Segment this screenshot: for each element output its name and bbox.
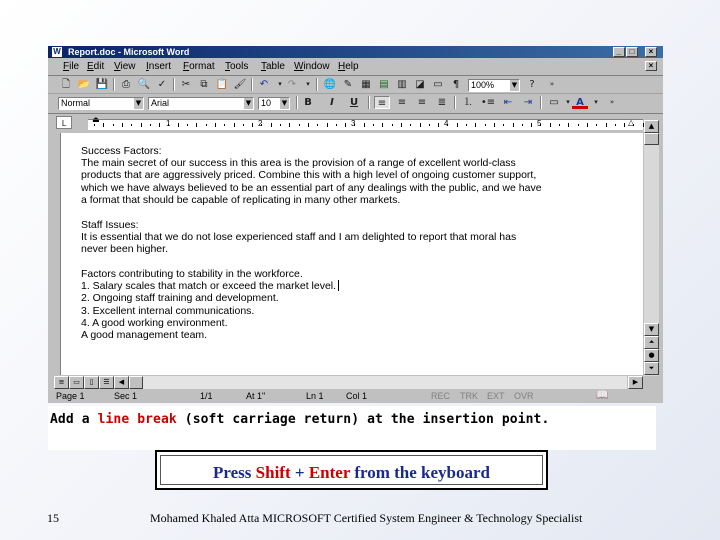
menu-file[interactable]: File: [63, 61, 80, 72]
ruler-tick: [429, 124, 430, 126]
ruler-tick: [327, 123, 328, 127]
document-map-icon[interactable]: ▭: [433, 79, 443, 90]
drawing-icon[interactable]: ◪: [415, 79, 425, 90]
scroll-track[interactable]: [143, 376, 627, 389]
heading-staff-issues: Staff Issues:: [81, 219, 139, 231]
horizontal-scrollbar[interactable]: [48, 375, 643, 389]
style-select[interactable]: [58, 97, 144, 110]
ruler-tick: [113, 124, 114, 126]
ruler-tick: [410, 124, 411, 126]
text-line: The main secret of our success in this area is the provision of a range of excellent world-class: [81, 157, 516, 170]
font-size-select[interactable]: [258, 97, 290, 110]
status-at: At 1": [246, 391, 266, 401]
caption-text: Add a line break (soft carriage return) at the insertion point.: [50, 412, 550, 427]
align-right-icon[interactable]: ≡: [417, 97, 427, 108]
ruler-tick: [103, 123, 104, 127]
vertical-scrollbar[interactable]: [644, 120, 659, 376]
list-item: 2. Ongoing staff training and development.: [81, 292, 279, 305]
slide-number: 15: [47, 511, 59, 525]
zoom-select[interactable]: [468, 79, 520, 92]
status-pages: 1/1: [200, 391, 213, 401]
scroll-right-icon[interactable]: ▶: [628, 376, 643, 389]
list-item: 3. Excellent internal communications.: [81, 304, 255, 317]
justify-icon[interactable]: ≣: [437, 97, 447, 108]
ruler-tick: [271, 123, 272, 127]
text-line: never been higher.: [81, 243, 168, 256]
chevron-down-icon[interactable]: ▼: [511, 81, 518, 89]
next-page-icon[interactable]: ⏷: [644, 362, 659, 375]
align-center-icon[interactable]: ≡: [397, 97, 407, 108]
ruler-tick: [382, 123, 383, 127]
ruler-tick: [494, 123, 495, 127]
heading-success-factors: Success Factors:: [81, 145, 162, 157]
outline-view-icon[interactable]: ☰: [99, 376, 114, 389]
decrease-indent-icon[interactable]: ⇤: [503, 97, 513, 108]
ruler-tick: [215, 123, 216, 127]
menu-help[interactable]: Help: [338, 61, 359, 72]
redo-icon[interactable]: ↷: [287, 79, 297, 90]
select-browse-object-icon[interactable]: ●: [644, 349, 659, 362]
instruction-box: [155, 450, 548, 490]
insert-table-icon[interactable]: ▦: [361, 79, 371, 90]
text-cursor: [338, 280, 339, 291]
ruler-tick: [187, 124, 188, 126]
ruler-tick: [196, 123, 197, 127]
ruler-band[interactable]: [88, 119, 643, 130]
status-ovr[interactable]: OVR: [514, 391, 534, 401]
doc-close-icon[interactable]: ×: [645, 61, 657, 71]
ruler-tick: [624, 123, 625, 127]
enter-key: Enter: [308, 463, 351, 482]
ruler-tick: [336, 124, 337, 126]
close-icon[interactable]: ×: [645, 47, 657, 57]
ruler-tick: [150, 124, 151, 126]
shift-key: Shift: [255, 463, 291, 482]
ruler-tick: [578, 124, 579, 126]
font-select[interactable]: [148, 97, 254, 110]
undo-icon[interactable]: ↶: [259, 79, 269, 90]
toolbar-options-icon[interactable]: »: [549, 80, 555, 88]
normal-view-icon[interactable]: ≡: [54, 376, 69, 389]
insert-excel-icon[interactable]: ▤: [379, 79, 389, 90]
status-bar: [48, 389, 663, 403]
ruler-tick: [206, 124, 207, 126]
font-color-dropdown-icon[interactable]: ▾: [594, 98, 598, 106]
toolbar-separator: [296, 96, 298, 109]
ruler-tick: [615, 124, 616, 126]
ruler-tick: [401, 123, 402, 127]
ruler-tick: [392, 124, 393, 126]
print-layout-view-icon[interactable]: ▯: [84, 376, 99, 389]
list-item: A good management team.: [81, 329, 208, 342]
text-line: a format that should be capable of replicating in many other markets.: [81, 193, 401, 206]
document-area[interactable]: [60, 133, 643, 375]
menu-insert[interactable]: Insert: [146, 61, 172, 72]
heading-factors: Factors contributing to stability in the workforce.: [81, 268, 303, 280]
hyperlink-icon[interactable]: 🌐: [323, 79, 337, 90]
paragraph: [81, 145, 542, 206]
ruler-number: 3: [351, 119, 356, 128]
ruler-tick: [587, 123, 588, 127]
minimize-icon[interactable]: _: [613, 47, 625, 57]
chevron-down-icon[interactable]: ▼: [281, 99, 288, 107]
toolbar-separator: [454, 96, 456, 109]
bold-button[interactable]: B: [304, 97, 312, 108]
chevron-down-icon[interactable]: ▼: [135, 99, 142, 107]
list-item: 4. A good working environment.: [81, 316, 228, 329]
instruction-inner-border: [160, 455, 543, 485]
ruler-tick: [550, 123, 551, 127]
menu-tools[interactable]: Tools: [225, 61, 249, 72]
paragraph: [81, 268, 339, 341]
paste-icon[interactable]: 📋: [215, 79, 229, 90]
ruler[interactable]: [48, 115, 663, 132]
menu-edit[interactable]: Edit: [87, 61, 105, 72]
ruler-tick: [568, 123, 569, 127]
title-bar[interactable]: [48, 46, 663, 58]
save-icon[interactable]: 💾: [95, 79, 109, 90]
print-icon[interactable]: ⎙: [122, 79, 130, 90]
caption-highlight: line break: [97, 412, 177, 427]
status-col: Col 1: [346, 391, 368, 401]
ruler-number: 2: [258, 119, 263, 128]
help-icon[interactable]: ?: [529, 79, 535, 90]
indent-marker-icon[interactable]: ⏏: [92, 115, 100, 124]
style-value: Normal: [61, 98, 91, 108]
ruler-tick: [596, 124, 597, 126]
ruler-tick: [141, 123, 142, 127]
bullets-icon[interactable]: •≡: [480, 97, 496, 108]
open-folder-icon[interactable]: 📂: [77, 79, 91, 90]
status-ext[interactable]: EXT: [487, 391, 505, 401]
ruler-tick: [289, 123, 290, 127]
show-hide-icon[interactable]: ¶: [452, 79, 460, 90]
caption-box: [48, 406, 656, 450]
toolbar-separator: [113, 78, 115, 91]
cut-icon[interactable]: ✂: [181, 79, 191, 90]
ruler-tick: [159, 123, 160, 127]
scroll-thumb[interactable]: [644, 133, 659, 145]
borders-icon[interactable]: ▭: [549, 97, 559, 108]
instruction-text: Press Shift + Enter from the keyboard: [213, 463, 490, 482]
redo-dropdown-icon[interactable]: ▾: [306, 80, 310, 88]
ruler-number: 5: [537, 119, 542, 128]
tab-selector-icon[interactable]: L: [56, 116, 72, 129]
ruler-number: 1: [166, 119, 171, 128]
toolbar-separator: [368, 96, 370, 109]
increase-indent-icon[interactable]: ⇥: [523, 97, 533, 108]
italic-button[interactable]: I: [330, 97, 334, 108]
spelling-icon[interactable]: ✓: [157, 79, 167, 90]
status-page: Page 1: [56, 391, 85, 401]
menu-window[interactable]: Window: [294, 61, 330, 72]
ruler-tick: [475, 123, 476, 127]
menu-format[interactable]: Format: [183, 61, 215, 72]
formatting-toolbar: [48, 94, 663, 114]
scroll-left-icon[interactable]: ◀: [114, 376, 129, 389]
text-line: which we have always believed to be an essential part of any dealings with the public, and we have: [81, 181, 542, 194]
columns-icon[interactable]: ▥: [397, 79, 407, 90]
status-sec: Sec 1: [114, 391, 138, 401]
status-rec[interactable]: REC: [431, 391, 451, 401]
ruler-tick: [280, 124, 281, 126]
ruler-tick: [466, 124, 467, 126]
zoom-value: 100%: [471, 80, 495, 90]
ruler-tick: [522, 124, 523, 126]
ruler-tick: [420, 123, 421, 127]
toolbar-separator: [540, 96, 542, 109]
ruler-tick: [122, 123, 123, 127]
menu-table[interactable]: Table: [261, 61, 285, 72]
ruler-tick: [317, 124, 318, 126]
paragraph: [81, 219, 516, 256]
ruler-tick: [308, 123, 309, 127]
ruler-tick: [364, 123, 365, 127]
web-layout-view-icon[interactable]: ▭: [69, 376, 84, 389]
print-preview-icon[interactable]: 🔍: [137, 79, 151, 90]
ruler-tick: [252, 123, 253, 127]
ruler-tick: [243, 124, 244, 126]
numbering-icon[interactable]: ⒈: [463, 97, 473, 108]
tables-borders-icon[interactable]: ✎: [343, 79, 353, 90]
word-window: [48, 46, 663, 401]
spelling-status-icon[interactable]: 📖: [596, 390, 609, 401]
font-value: Arial: [151, 98, 170, 108]
previous-page-icon[interactable]: ⏶: [644, 336, 659, 349]
scroll-thumb[interactable]: [129, 376, 143, 389]
toolbar-options-icon[interactable]: »: [609, 98, 615, 106]
align-left-icon[interactable]: ≡: [374, 96, 390, 109]
restore-icon[interactable]: □: [626, 47, 638, 57]
borders-dropdown-icon[interactable]: ▾: [566, 98, 570, 106]
ruler-tick: [373, 124, 374, 126]
ruler-number: 4: [444, 119, 449, 128]
ruler-tick: [94, 124, 95, 126]
ruler-tick: [559, 124, 560, 126]
ruler-tick: [457, 123, 458, 127]
status-trk[interactable]: TRK: [460, 391, 478, 401]
ruler-tick: [606, 123, 607, 127]
toolbar-separator: [173, 78, 175, 91]
status-ln: Ln 1: [306, 391, 324, 401]
menu-bar: [48, 59, 663, 76]
ruler-tick: [299, 124, 300, 126]
font-color-icon[interactable]: A: [572, 96, 588, 109]
list-item: 1. Salary scales that match or exceed the market level.: [81, 280, 339, 292]
font-size-value: 10: [261, 98, 272, 108]
toolbar-separator: [316, 78, 318, 91]
scroll-up-icon[interactable]: ▲: [644, 120, 659, 133]
window-title: Report.doc - Microsoft Word: [68, 47, 190, 57]
ruler-tick: [224, 124, 225, 126]
scroll-down-icon[interactable]: ▼: [644, 323, 659, 336]
toolbar-separator: [251, 78, 253, 91]
ruler-tick: [531, 123, 532, 127]
ruler-tick: [485, 124, 486, 126]
copy-icon[interactable]: ⧉: [200, 79, 208, 90]
right-indent-icon[interactable]: △: [628, 118, 635, 127]
text-line: It is essential that we do not lose experienced staff and I am delighted to report that moral has: [81, 231, 517, 244]
ruler-tick: [345, 123, 346, 127]
format-painter-icon[interactable]: 🖌: [233, 79, 247, 90]
menu-view[interactable]: View: [114, 61, 136, 72]
ruler-tick: [178, 123, 179, 127]
chevron-down-icon[interactable]: ▼: [245, 99, 252, 107]
new-document-icon[interactable]: 🗋: [61, 79, 71, 90]
footer-text: Mohamed Khaled Atta MICROSOFT Certified System Engineer & Technology Specialist: [150, 511, 583, 525]
ruler-tick: [503, 124, 504, 126]
underline-button[interactable]: U: [349, 97, 359, 108]
word-doc-icon[interactable]: W: [53, 47, 61, 56]
text-line: products that are aggressively priced. Combine this with a high level of ongoing customer support,: [81, 169, 537, 182]
ruler-tick: [438, 123, 439, 127]
standard-toolbar: [48, 76, 663, 94]
ruler-tick: [131, 124, 132, 126]
ruler-tick: [234, 123, 235, 127]
undo-dropdown-icon[interactable]: ▾: [278, 80, 282, 88]
ruler-tick: [513, 123, 514, 127]
